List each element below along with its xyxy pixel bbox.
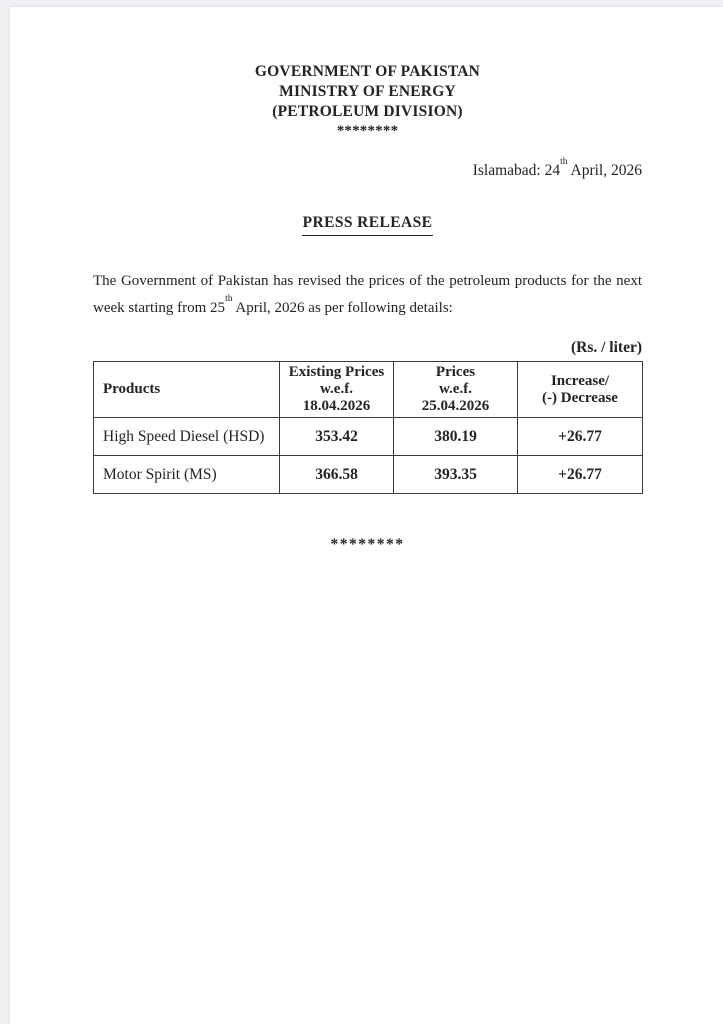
- new-price-cell: 393.35: [394, 456, 518, 494]
- letterhead-line-division: (PETROLEUM DIVISION): [272, 103, 463, 120]
- body-paragraph-line-2-tail: April, 2026 as per following details:: [232, 300, 453, 316]
- change-cell: +26.77: [518, 456, 643, 494]
- new-prices-line-2: w.e.f.: [439, 381, 472, 397]
- price-table-body: [94, 418, 643, 494]
- new-prices-line-1: Prices: [435, 364, 476, 380]
- press-release-heading: PRESS RELEASE: [302, 212, 434, 236]
- existing-price-cell: 366.58: [280, 456, 394, 494]
- dateline-city-date: Islamabad: 24: [472, 162, 561, 179]
- dateline-ordinal: th: [560, 156, 568, 167]
- change-line-2: (-) Decrease: [542, 389, 618, 406]
- existing-prices-line-3: 18.04.2026: [302, 398, 371, 414]
- body-paragraph-line-2-text: week starting from 25: [93, 300, 226, 316]
- press-release-page: [10, 7, 723, 1024]
- existing-prices-line-1: Existing Prices: [288, 364, 385, 380]
- price-table: [93, 361, 643, 494]
- dateline-month-year: April, 2026: [567, 162, 642, 179]
- body-paragraph-ordinal: th: [225, 294, 233, 304]
- table-row-ms: [94, 456, 643, 494]
- existing-prices-line-2: w.e.f.: [320, 381, 353, 397]
- dateline: [93, 156, 642, 181]
- page-content: [93, 7, 642, 554]
- body-paragraph-line-1: The Government of Pakistan has revised the prices of the petroleum products for the next: [93, 273, 642, 289]
- change-cell: +26.77: [518, 418, 643, 456]
- column-header-new-prices: [394, 362, 518, 418]
- unit-label: (Rs. / liter): [570, 339, 642, 356]
- new-price-cell: 380.19: [394, 418, 518, 456]
- letterhead-line-government: GOVERNMENT OF PAKISTAN: [254, 63, 481, 80]
- column-header-existing-prices: [280, 362, 394, 418]
- letterhead-separator: ********: [336, 123, 399, 139]
- product-name-cell: High Speed Diesel (HSD): [94, 418, 280, 456]
- header-row: [94, 362, 643, 418]
- table-row-hsd: [94, 418, 643, 456]
- column-header-products: [94, 362, 280, 418]
- column-header-products-label: Products: [103, 381, 161, 397]
- product-name-cell: Motor Spirit (MS): [94, 456, 280, 494]
- press-release-heading-row: [93, 212, 642, 236]
- column-header-change: [518, 362, 643, 418]
- letterhead-line-ministry: MINISTRY OF ENERGY: [279, 83, 456, 100]
- body-paragraph-line-2: [93, 295, 642, 322]
- letterhead: [93, 7, 642, 141]
- body-paragraph: [93, 268, 642, 322]
- footer-separator: ********: [330, 536, 405, 553]
- new-prices-line-3: 25.04.2026: [421, 398, 490, 414]
- existing-price-cell: 353.42: [280, 418, 394, 456]
- change-line-1: Increase/: [550, 372, 610, 389]
- price-table-header: [94, 362, 643, 418]
